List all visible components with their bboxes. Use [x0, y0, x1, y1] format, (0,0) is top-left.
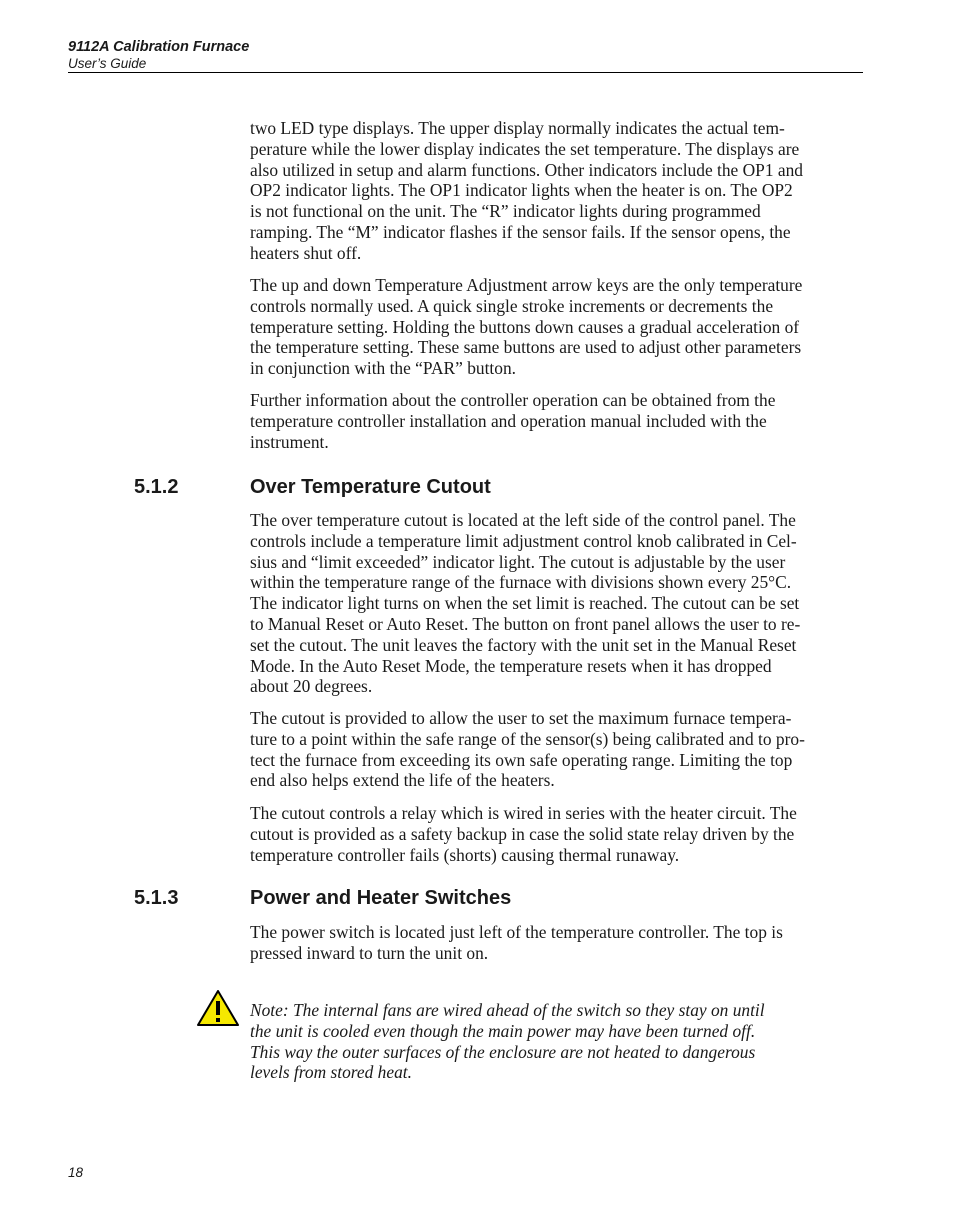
paragraph: The cutout controls a relay which is wired in series with the heater circuit. The cutout is provided as a safety backup in case the solid state relay driven by the temperature controller fails (shorts) causing thermal runaway. [250, 803, 797, 865]
warning-triangle-icon [196, 989, 240, 1027]
section-number: 5.1.3 [134, 887, 179, 909]
header-rule [68, 72, 863, 73]
section-number: 5.1.2 [134, 476, 179, 498]
paragraph: two LED type displays. The upper display normally indicates the actual tem- perature while the lower display indicates the set temperature. The displays are also utilized in setup and alarm functions. Other indicators include the OP1 and OP2 indicator lights. The OP1 indicator lights when the heater is on. The OP2 is not functional on the unit. The “R” indicator lights during programmed ramping. The “M” indicator flashes if the sensor fails. If the sensor opens, the heaters shut off. [250, 118, 803, 263]
paragraph: The cutout is provided to allow the user to set the maximum furnace tempera- ture to a point within the safe range of the sensor(s) being calibrated and to pro- tect the furnace from exceeding its own safe operating range. Limiting the top end also helps extend the life of the heaters. [250, 708, 805, 791]
paragraph: Further information about the controller operation can be obtained from the temperature controller installation and operation manual included with the instrument. [250, 390, 776, 452]
paragraph: The up and down Temperature Adjustment arrow keys are the only temperature controls normally used. A quick single stroke increments or decrements the temperature setting. Holding the buttons down causes a gradual acceleration of the temperature setting. These same buttons are used to adjust other parameters in conjunction with the “PAR” button. [250, 275, 803, 379]
intro-paragraph-1 [250, 118, 865, 264]
section-5-1-2-paragraph-1 [250, 510, 865, 697]
paragraph: The over temperature cutout is located at the left side of the control panel. The controls include a temperature limit adjustment control knob calibrated in Cel- sius and “limit exceeded” indicator light. The cutout is adjustable by the user within the temperature range of the furnace with divisions shown every 25°C. The indicator light turns on when the set limit is reached. The cutout can be set to Manual Reset or Auto Reset. The button on front panel allows the user to re- set the cutout. The unit leaves the factory with the unit set in the Manual Reset Mode. In the Auto Reset Mode, the temperature resets when it has dropped about 20 degrees. [250, 510, 801, 697]
section-title: Over Temperature Cutout [250, 476, 491, 498]
intro-paragraph-2 [250, 275, 865, 379]
section-title: Power and Heater Switches [250, 887, 512, 909]
running-header [68, 38, 863, 72]
intro-paragraph-3 [250, 390, 865, 452]
note-text: Note: The internal fans are wired ahead of the switch so they stay on until the unit is cooled even though the main power may have been turned off. This way the outer surfaces of the enclosure are not heated to dangerous levels from stored heat. [250, 1000, 765, 1083]
note-block [250, 1000, 865, 1083]
section-5-1-3-paragraph-1 [250, 922, 865, 964]
section-5-1-2-paragraph-2 [250, 708, 865, 791]
header-subtitle: User’s Guide [68, 56, 147, 71]
section-5-1-2-paragraph-3 [250, 803, 865, 865]
paragraph: The power switch is located just left of the temperature controller. The top is pressed inward to turn the unit on. [250, 922, 783, 963]
header-title: 9112A Calibration Furnace [68, 39, 250, 55]
page-number: 18 [68, 1165, 84, 1180]
